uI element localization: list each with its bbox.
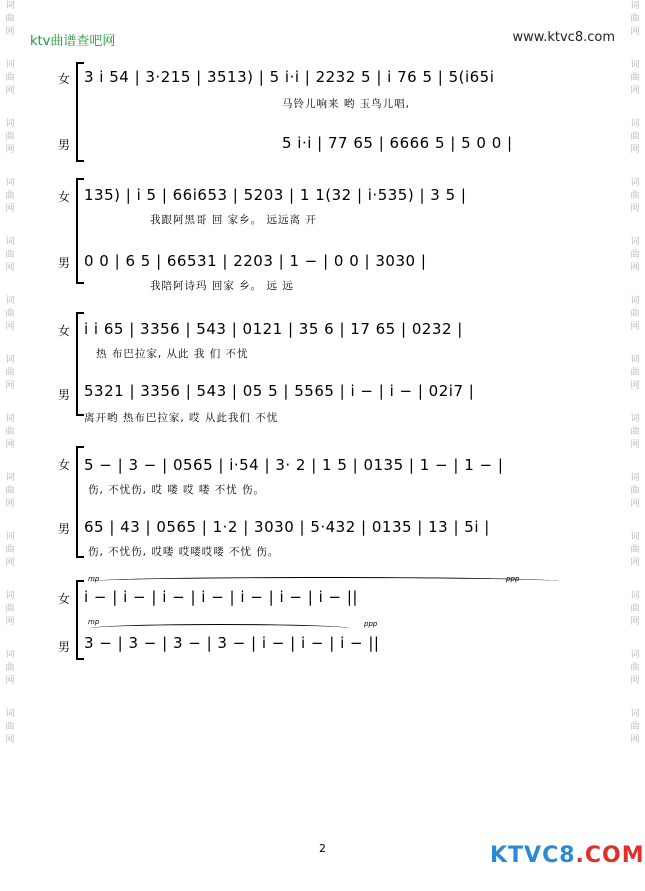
male-notes: 3 − | 3 − | 3 − | 3 − | i − | i − | i − ||	[84, 634, 380, 652]
watermark-group	[627, 354, 643, 393]
male-label: 男	[58, 522, 71, 536]
watermark-char: 词	[5, 296, 15, 306]
watermark-char: 网	[630, 440, 640, 450]
female-notes: 3 i 54 | 3·215 | 3513) | 5 i·i | 2232 5 | i 76 5 | 5(i65i	[84, 68, 495, 86]
watermark-char: 网	[630, 676, 640, 686]
female-lyric: 伤, 不忧伤, 哎 喽 哎 喽 不忧 伤。	[88, 484, 266, 496]
watermark-char: 词	[5, 355, 15, 365]
male-notes: 0 0 | 6 5 | 66531 | 2203 | 1 − | 0 0 | 3030 |	[84, 252, 427, 270]
watermark-char: 网	[630, 204, 640, 214]
watermark-char: 词	[630, 1, 640, 11]
watermark-char: 网	[630, 499, 640, 509]
watermark-group	[2, 118, 18, 157]
female-label: 女	[58, 72, 71, 86]
watermark-group	[2, 354, 18, 393]
watermark-char: 曲	[630, 663, 640, 673]
system-brace	[76, 580, 84, 660]
watermark-group	[627, 0, 643, 39]
female-lyric: 我跟阿黑哥 回 家乡。 远远离 开	[150, 214, 317, 226]
watermark-char: 曲	[5, 722, 15, 732]
watermark-char: 词	[5, 709, 15, 719]
female-notes: 5 − | 3 − | 0565 | i·54 | 3· 2 | 1 5 | 0135 | 1 − | 1 − |	[84, 456, 504, 474]
watermark-group	[2, 295, 18, 334]
watermark-char: 词	[630, 650, 640, 660]
male-notes: 5321 | 3356 | 543 | 05 5 | 5565 | i − | i − | 02i7 |	[84, 382, 475, 400]
watermark-char: 曲	[5, 604, 15, 614]
watermark-char: 网	[630, 381, 640, 391]
female-label: 女	[58, 190, 71, 204]
watermark-char: 词	[630, 414, 640, 424]
watermark-char: 曲	[5, 368, 15, 378]
watermark-group	[2, 177, 18, 216]
watermark-char: 网	[5, 263, 15, 273]
dynamic-ppp-male: ppp	[364, 620, 378, 628]
male-label: 男	[58, 256, 71, 270]
watermark-char: 网	[5, 145, 15, 155]
watermark-char: 曲	[5, 14, 15, 24]
watermark-group	[627, 118, 643, 157]
female-label: 女	[58, 592, 71, 606]
dynamic-ppp-female: ppp	[506, 575, 520, 583]
watermark-char: 曲	[630, 545, 640, 555]
male-lyric: 离开哟 热布巴拉家, 哎 从此我们 不忧	[84, 412, 279, 424]
watermark-char: 词	[5, 650, 15, 660]
female-lyric: 马铃儿响来 哟 玉鸟儿唱,	[282, 98, 411, 110]
watermark-char: 曲	[5, 663, 15, 673]
female-notes: 135) | i 5 | 66i653 | 5203 | 1 1(32 | i·535) | 3 5 |	[84, 186, 467, 204]
watermark-char: 曲	[5, 309, 15, 319]
watermark-char: 词	[630, 709, 640, 719]
watermark-char: 网	[630, 558, 640, 568]
system-brace	[76, 312, 84, 416]
ktvc8-logo	[490, 843, 645, 868]
male-lyric: 伤, 不忧伤, 哎喽 哎喽哎喽 不忧 伤。	[88, 546, 280, 558]
female-notes: i i 65 | 3356 | 543 | 0121 | 35 6 | 17 65 | 0232 |	[84, 320, 463, 338]
watermark-char: 曲	[630, 14, 640, 24]
watermark-char: 网	[630, 617, 640, 627]
dynamic-mp-female: mp	[88, 575, 100, 583]
watermark-char: 网	[5, 558, 15, 568]
watermark-char: 网	[5, 499, 15, 509]
watermark-group	[2, 413, 18, 452]
watermark-char: 曲	[5, 73, 15, 83]
watermark-char: 曲	[5, 545, 15, 555]
watermark-group	[2, 590, 18, 629]
male-notes: 5 i·i | 77 65 | 6666 5 | 5 0 0 |	[282, 134, 513, 152]
watermark-char: 网	[630, 735, 640, 745]
watermark-char: 曲	[630, 722, 640, 732]
watermark-char: 网	[630, 322, 640, 332]
watermark-char: 曲	[630, 73, 640, 83]
watermark-char: 曲	[630, 604, 640, 614]
watermark-char: 词	[630, 296, 640, 306]
watermark-group	[2, 472, 18, 511]
watermark-right	[627, 0, 643, 767]
watermark-char: 曲	[630, 486, 640, 496]
watermark-char: 词	[5, 532, 15, 542]
watermark-group	[2, 531, 18, 570]
watermark-group	[627, 295, 643, 334]
site-url-right: www.ktvc8.com	[512, 30, 615, 45]
tie-arc	[90, 577, 560, 586]
watermark-char: 网	[5, 86, 15, 96]
watermark-char: 词	[630, 591, 640, 601]
watermark-char: 词	[5, 119, 15, 129]
watermark-char: 词	[5, 473, 15, 483]
watermark-group	[2, 708, 18, 747]
logo-main: KTVC8	[490, 843, 576, 868]
watermark-char: 词	[630, 178, 640, 188]
watermark-char: 词	[630, 60, 640, 70]
watermark-char: 曲	[630, 427, 640, 437]
watermark-group	[627, 472, 643, 511]
watermark-char: 词	[5, 60, 15, 70]
watermark-group	[627, 531, 643, 570]
site-name-left: ktv曲谱查吧网	[30, 34, 116, 49]
watermark-left	[2, 0, 18, 767]
watermark-char: 网	[5, 381, 15, 391]
male-label: 男	[58, 138, 71, 152]
system-brace	[76, 446, 84, 558]
watermark-char: 曲	[5, 427, 15, 437]
watermark-group	[627, 413, 643, 452]
watermark-group	[2, 0, 18, 39]
system-brace	[76, 62, 84, 162]
logo-dot: .COM	[575, 843, 645, 868]
watermark-char: 曲	[5, 132, 15, 142]
watermark-char: 网	[5, 676, 15, 686]
watermark-char: 网	[5, 440, 15, 450]
male-lyric: 我陪阿诗玛 回家 乡。 远 远	[150, 280, 294, 292]
watermark-char: 曲	[630, 250, 640, 260]
watermark-char: 网	[5, 27, 15, 37]
watermark-group	[2, 236, 18, 275]
female-lyric: 热 布巴拉家, 从此 我 们 不忧	[96, 348, 249, 360]
watermark-char: 词	[5, 178, 15, 188]
system-brace	[76, 178, 84, 284]
watermark-char: 网	[5, 322, 15, 332]
watermark-char: 词	[5, 414, 15, 424]
watermark-char: 词	[630, 355, 640, 365]
female-label: 女	[58, 458, 71, 472]
watermark-char: 曲	[5, 486, 15, 496]
dynamic-mp-male: mp	[88, 618, 100, 626]
watermark-char: 网	[5, 735, 15, 745]
watermark-char: 词	[630, 473, 640, 483]
watermark-char: 网	[5, 617, 15, 627]
watermark-group	[627, 649, 643, 688]
watermark-group	[627, 59, 643, 98]
watermark-group	[627, 236, 643, 275]
watermark-char: 网	[5, 204, 15, 214]
watermark-char: 词	[630, 237, 640, 247]
watermark-group	[627, 708, 643, 747]
watermark-char: 网	[630, 27, 640, 37]
watermark-char: 曲	[5, 191, 15, 201]
watermark-char: 曲	[5, 250, 15, 260]
watermark-char: 词	[5, 591, 15, 601]
watermark-char: 词	[630, 532, 640, 542]
female-label: 女	[58, 324, 71, 338]
watermark-char: 曲	[630, 191, 640, 201]
male-label: 男	[58, 388, 71, 402]
tie-arc	[90, 624, 350, 633]
watermark-char: 网	[630, 86, 640, 96]
watermark-char: 网	[630, 263, 640, 273]
watermark-char: 曲	[630, 132, 640, 142]
watermark-group	[2, 59, 18, 98]
male-notes: 65 | 43 | 0565 | 1·2 | 3030 | 5·432 | 0135 | 13 | 5i |	[84, 518, 490, 536]
watermark-group	[2, 649, 18, 688]
watermark-char: 词	[630, 119, 640, 129]
female-notes: i − | i − | i − | i − | i − | i − | i − ||	[84, 588, 358, 606]
watermark-char: 词	[5, 1, 15, 11]
watermark-group	[627, 177, 643, 216]
page-number: 2	[319, 842, 326, 855]
male-label: 男	[58, 640, 71, 654]
watermark-char: 词	[5, 237, 15, 247]
watermark-char: 网	[630, 145, 640, 155]
watermark-char: 曲	[630, 368, 640, 378]
watermark-group	[627, 590, 643, 629]
watermark-char: 曲	[630, 309, 640, 319]
